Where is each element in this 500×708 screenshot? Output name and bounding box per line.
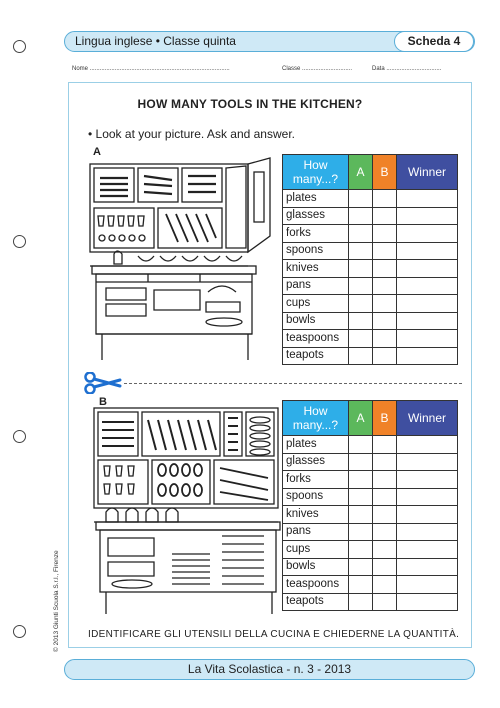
binder-hole-3 (13, 430, 26, 443)
winner-cell[interactable] (397, 312, 458, 330)
row-label: bowls (283, 312, 349, 330)
winner-cell[interactable] (397, 330, 458, 348)
picture-b-label: B (99, 396, 107, 408)
answer-cell[interactable] (349, 295, 373, 313)
row-label: pans (283, 523, 349, 541)
row-label: cups (283, 295, 349, 313)
row-label: pans (283, 277, 349, 295)
cut-line (124, 383, 462, 384)
row-label: teaspoons (283, 576, 349, 594)
winner-cell[interactable] (397, 471, 458, 489)
answer-cell[interactable] (373, 242, 397, 260)
answer-cell[interactable] (373, 207, 397, 225)
row-label: knives (283, 260, 349, 278)
answer-cell[interactable] (373, 506, 397, 524)
row-label: bowls (283, 558, 349, 576)
winner-cell[interactable] (397, 453, 458, 471)
answer-cell[interactable] (373, 312, 397, 330)
answer-cell[interactable] (349, 436, 373, 454)
answer-cell[interactable] (349, 330, 373, 348)
winner-cell[interactable] (397, 207, 458, 225)
winner-cell[interactable] (397, 190, 458, 208)
answer-cell[interactable] (349, 523, 373, 541)
answer-cell[interactable] (349, 312, 373, 330)
binder-hole-4 (13, 625, 26, 638)
answer-cell[interactable] (349, 190, 373, 208)
date-field-label: Data ................................. (372, 66, 442, 72)
class-field-label: Classe .............................. (282, 66, 353, 72)
how-many-header: How many...? (283, 401, 349, 436)
answer-cell[interactable] (349, 242, 373, 260)
answer-cell[interactable] (373, 576, 397, 594)
answer-cell[interactable] (373, 558, 397, 576)
table-a (282, 154, 458, 365)
answer-cell[interactable] (349, 225, 373, 243)
answer-cell[interactable] (373, 190, 397, 208)
row-label: plates (283, 190, 349, 208)
table-b (282, 400, 458, 611)
answer-cell[interactable] (373, 541, 397, 559)
answer-cell[interactable] (349, 347, 373, 365)
row-label: cups (283, 541, 349, 559)
winner-cell[interactable] (397, 541, 458, 559)
how-many-header: How many...? (283, 155, 349, 190)
answer-cell[interactable] (373, 471, 397, 489)
picture-a-label: A (93, 146, 101, 158)
subject-label: Lingua inglese • Classe quinta (75, 34, 236, 48)
answer-cell[interactable] (349, 558, 373, 576)
row-label: glasses (283, 207, 349, 225)
winner-header: Winner (397, 401, 458, 436)
row-label: spoons (283, 488, 349, 506)
winner-cell[interactable] (397, 523, 458, 541)
answer-cell[interactable] (349, 593, 373, 611)
winner-cell[interactable] (397, 277, 458, 295)
winner-cell[interactable] (397, 436, 458, 454)
answer-cell[interactable] (349, 277, 373, 295)
row-label: knives (283, 506, 349, 524)
answer-cell[interactable] (373, 225, 397, 243)
row-label: plates (283, 436, 349, 454)
answer-cell[interactable] (373, 453, 397, 471)
answer-cell[interactable] (349, 471, 373, 489)
winner-cell[interactable] (397, 506, 458, 524)
copyright-text: © 2013 Giunti Scuola S.r.l., Firenze (53, 550, 60, 652)
row-label: forks (283, 471, 349, 489)
binder-hole-2 (13, 235, 26, 248)
answer-cell[interactable] (373, 593, 397, 611)
answer-cell[interactable] (373, 295, 397, 313)
answer-cell[interactable] (349, 576, 373, 594)
winner-cell[interactable] (397, 347, 458, 365)
answer-cell[interactable] (373, 260, 397, 278)
answer-cell[interactable] (349, 453, 373, 471)
winner-cell[interactable] (397, 295, 458, 313)
answer-cell[interactable] (373, 523, 397, 541)
kitchen-cupboard-a-picture (88, 156, 278, 366)
winner-cell[interactable] (397, 225, 458, 243)
winner-cell[interactable] (397, 576, 458, 594)
column-b-header: B (373, 401, 397, 436)
column-a-header: A (349, 155, 373, 190)
row-label: teapots (283, 347, 349, 365)
answer-cell[interactable] (373, 347, 397, 365)
worksheet-title: HOW MANY TOOLS IN THE KITCHEN? (137, 97, 363, 111)
teacher-note: IDENTIFICARE GLI UTENSILI DELLA CUCINA E CHIEDERNE LA QUANTITÀ. (88, 629, 460, 640)
answer-cell[interactable] (349, 260, 373, 278)
name-field-label: Nome .................................................................................... (72, 66, 230, 72)
footer-bar: La Vita Scolastica - n. 3 - 2013 (64, 659, 475, 680)
answer-cell[interactable] (373, 488, 397, 506)
winner-cell[interactable] (397, 593, 458, 611)
sheet-label: Scheda 4 (394, 31, 474, 52)
answer-cell[interactable] (349, 207, 373, 225)
winner-cell[interactable] (397, 260, 458, 278)
header-bar (64, 31, 475, 52)
answer-cell[interactable] (373, 330, 397, 348)
scissors-icon (84, 372, 122, 394)
answer-cell[interactable] (349, 488, 373, 506)
answer-cell[interactable] (373, 436, 397, 454)
row-label: forks (283, 225, 349, 243)
winner-header: Winner (397, 155, 458, 190)
answer-cell[interactable] (349, 541, 373, 559)
instruction-text: • Look at your picture. Ask and answer. (88, 127, 295, 141)
row-label: glasses (283, 453, 349, 471)
row-label: spoons (283, 242, 349, 260)
kitchen-cupboard-b-picture (92, 404, 284, 619)
winner-cell[interactable] (397, 242, 458, 260)
binder-hole-1 (13, 40, 26, 53)
winner-cell[interactable] (397, 488, 458, 506)
column-a-header: A (349, 401, 373, 436)
column-b-header: B (373, 155, 397, 190)
row-label: teapots (283, 593, 349, 611)
row-label: teaspoons (283, 330, 349, 348)
winner-cell[interactable] (397, 558, 458, 576)
answer-cell[interactable] (373, 277, 397, 295)
answer-cell[interactable] (349, 506, 373, 524)
